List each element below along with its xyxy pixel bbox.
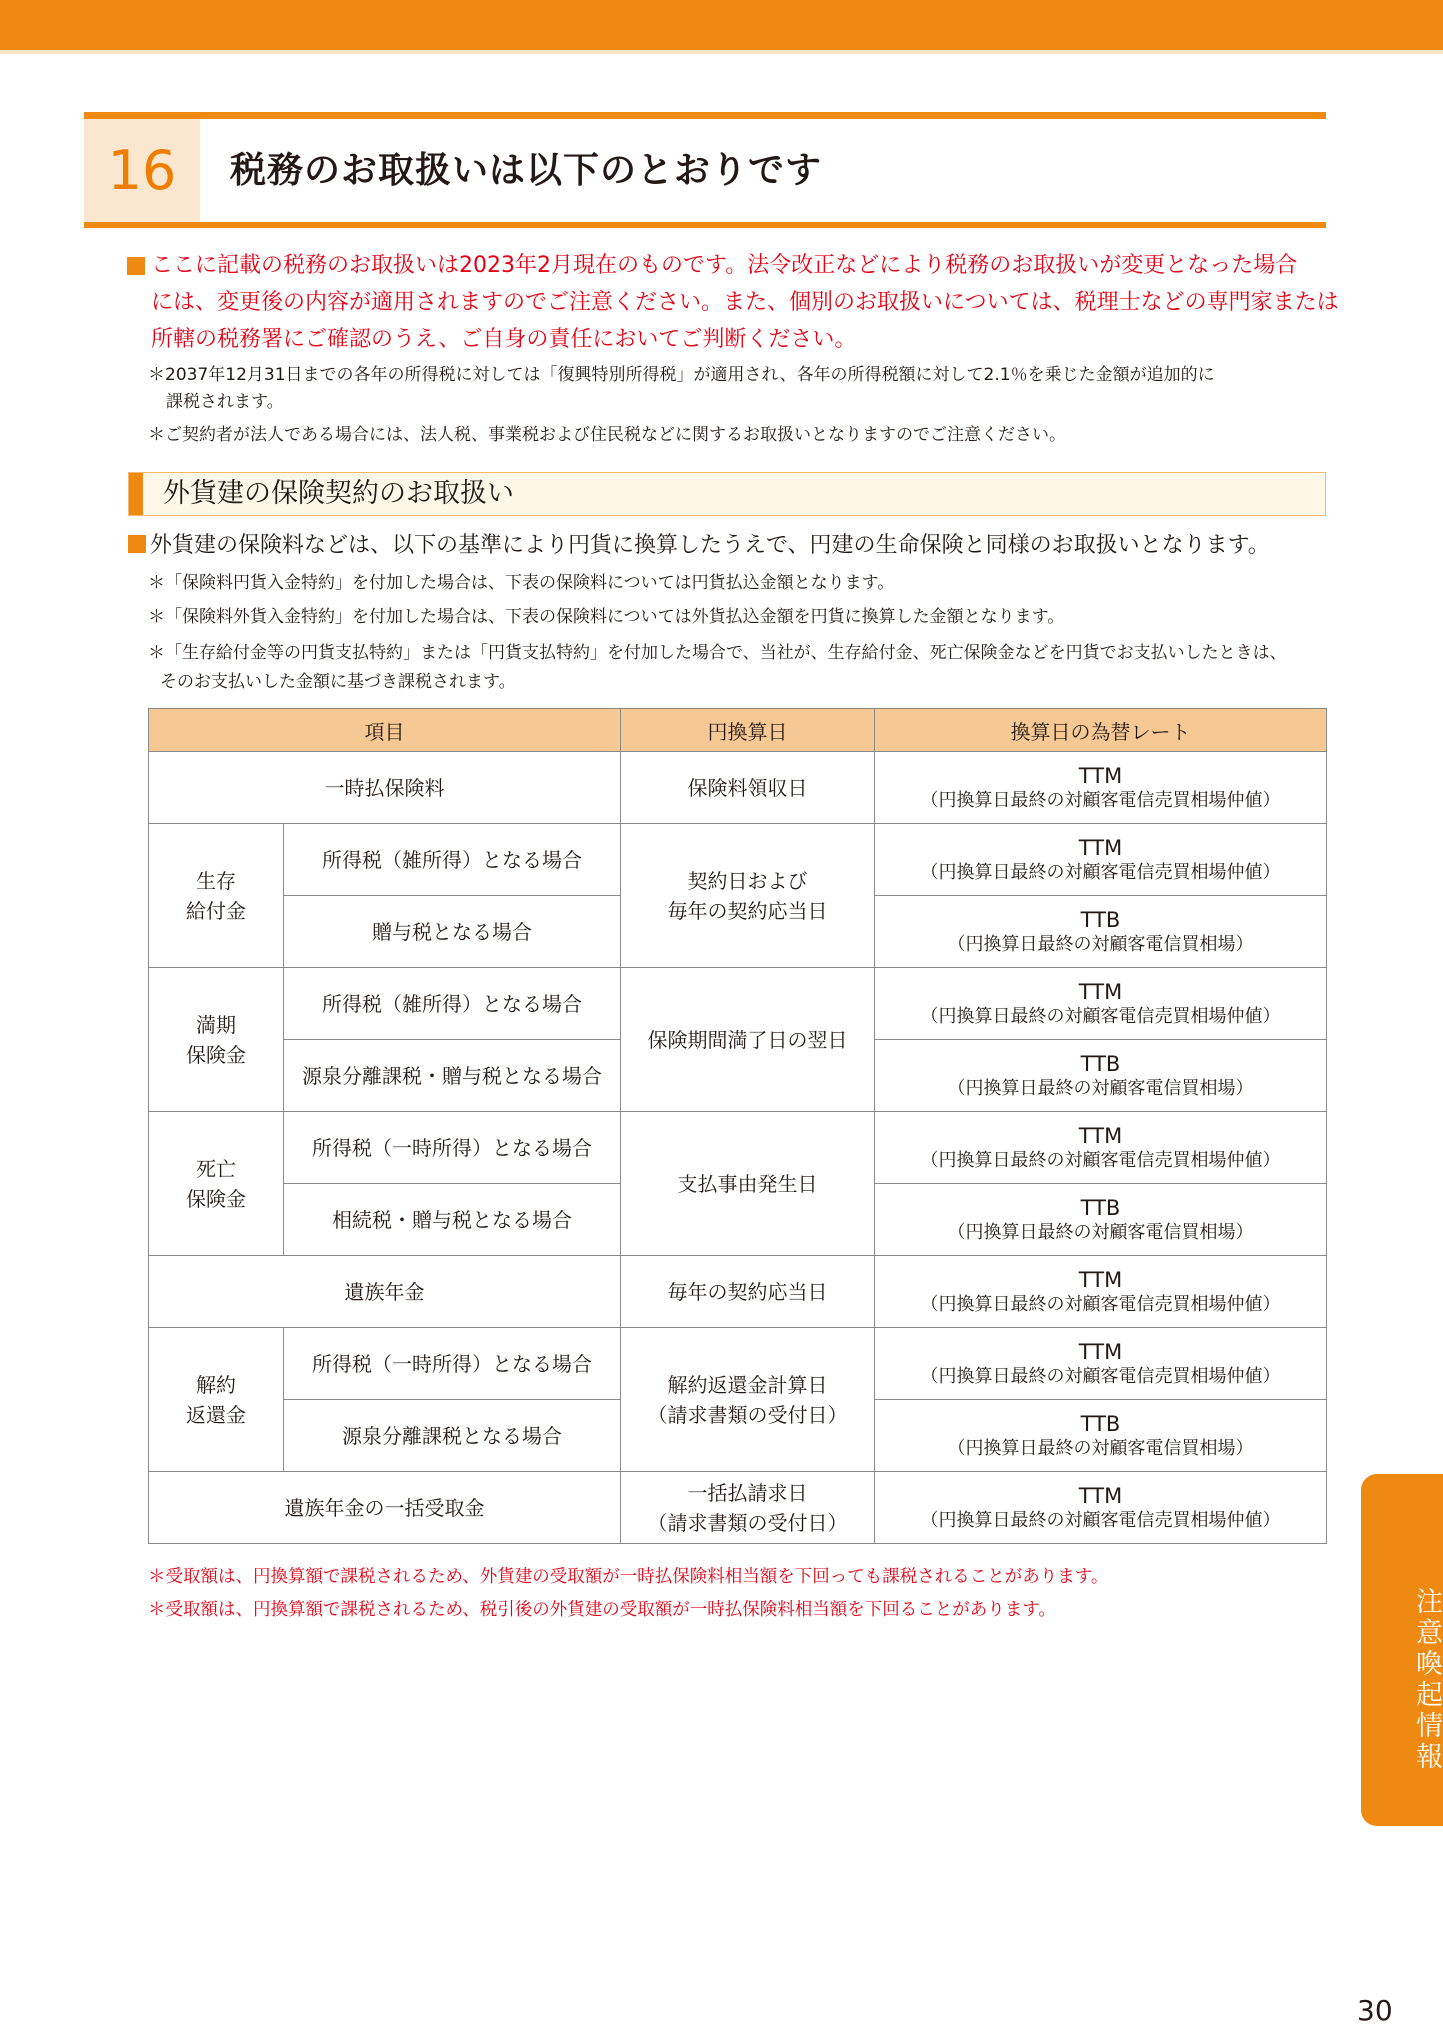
rate-code: TTM	[1078, 835, 1123, 860]
side-tab-label: 注意喚起情報	[1411, 1587, 1442, 1773]
group-label-line: 保険金	[186, 1042, 246, 1067]
page-number: 30	[1357, 1994, 1393, 2027]
square-bullet-icon	[128, 535, 146, 553]
rate-desc: （円換算日最終の対顧客電信売買相場仲値）	[920, 1509, 1281, 1531]
intro-text: 外貨建の保険料などは、以下の基準により円貨に換算したうえで、円建の生命保険と同様のお取扱いとなります。	[150, 533, 1270, 558]
cell-group-label	[149, 968, 284, 1112]
group-label-line: 生存	[196, 868, 236, 893]
rate-code: TTM	[1078, 1483, 1123, 1508]
cell-rate	[875, 824, 1327, 896]
cell-rate	[875, 1256, 1327, 1328]
table-row	[149, 1472, 1327, 1544]
rate-desc: （円換算日最終の対顧客電信売買相場仲値）	[920, 1005, 1281, 1027]
rate-code: TTB	[1080, 1051, 1121, 1076]
section-title: 税務のお取扱いは以下のとおりです	[230, 150, 823, 191]
subsection-bar	[129, 473, 143, 515]
top-banner	[0, 0, 1443, 50]
table-row	[149, 1112, 1327, 1184]
date-line: 一括払請求日	[687, 1480, 808, 1505]
cell-rate	[875, 1184, 1327, 1256]
rate-code: TTM	[1078, 1267, 1123, 1292]
rate-desc: （円換算日最終の対顧客電信買相場）	[947, 1437, 1254, 1459]
date-line: （請求書類の受付日）	[647, 1402, 848, 1427]
rate-desc: （円換算日最終の対顧客電信買相場）	[947, 1077, 1254, 1099]
cell-subitem: 贈与税となる場合	[284, 896, 621, 968]
rate-desc: （円換算日最終の対顧客電信買相場）	[947, 933, 1254, 955]
group-label-line: 返還金	[186, 1402, 246, 1427]
cell-group-label	[149, 824, 284, 968]
section-rule-bottom	[84, 222, 1326, 228]
rate-code: TTM	[1078, 1339, 1123, 1364]
cell-date: 毎年の契約応当日	[621, 1256, 875, 1328]
subsection-header	[128, 472, 1326, 516]
side-tab-caution[interactable]	[1361, 1474, 1443, 1826]
notice-line: 所轄の税務署にご確認のうえ、ご自身の責任においてご判断ください。	[151, 327, 857, 352]
subsection-intro	[128, 529, 1270, 563]
square-bullet-icon	[127, 257, 145, 275]
rate-desc: （円換算日最終の対顧客電信売買相場仲値）	[920, 1149, 1281, 1171]
rate-desc: （円換算日最終の対顧客電信売買相場仲値）	[920, 789, 1281, 811]
rate-code: TTB	[1080, 907, 1121, 932]
top-banner-shadow	[0, 50, 1443, 54]
footnote-corporate: ＊ご契約者が法人である場合には、法人税、事業税および住民税などに関するお取扱いとなりますのでご注意ください。	[148, 425, 1066, 445]
warning-note: ＊受取額は、円換算額で課税されるため、外貨建の受取額が一時払保険料相当額を下回っても課税されることがあります。	[148, 1567, 1109, 1587]
cell-rate	[875, 968, 1327, 1040]
group-label-line: 死亡	[196, 1156, 236, 1181]
note-yen-deposit: ＊「保険料円貨入金特約」を付加した場合は、下表の保険料については円貨払込金額となります。	[148, 573, 895, 593]
table-row	[149, 968, 1327, 1040]
note-yen-payment: ＊「生存給付金等の円貨支払特約」または「円貨支払特約」を付加した場合で、当社が、生存給付金、死亡保険金などを円貨でお支払いしたときは、	[148, 643, 1287, 663]
header-date: 円換算日	[621, 709, 875, 752]
cell-subitem: 所得税（雑所得）となる場合	[284, 824, 621, 896]
footnote-reconstruction-tax: ＊2037年12月31日までの各年の所得税に対しては「復興特別所得税」が適用され、各年の所得税額に対して2.1％を乗じた金額が追加的に	[148, 365, 1215, 385]
cell-subitem: 所得税（雑所得）となる場合	[284, 968, 621, 1040]
tax-conversion-table	[148, 708, 1327, 1544]
cell-rate	[875, 1112, 1327, 1184]
cell-item: 一時払保険料	[149, 752, 621, 824]
cell-date	[621, 1328, 875, 1472]
section-rule-top	[84, 112, 1326, 119]
subsection-title: 外貨建の保険契約のお取扱い	[163, 478, 514, 509]
note-foreign-deposit: ＊「保険料外貨入金特約」を付加した場合は、下表の保険料については外貨払込金額を円貨に換算した金額となります。	[148, 607, 1065, 627]
table-header-row	[149, 709, 1327, 752]
header-item: 項目	[149, 709, 621, 752]
cell-date: 支払事由発生日	[621, 1112, 875, 1256]
warning-note: ＊受取額は、円換算額で課税されるため、税引後の外貨建の受取額が一時払保険料相当額を下回ることがあります。	[148, 1600, 1056, 1620]
table-row	[149, 824, 1327, 896]
table-row	[149, 1328, 1327, 1400]
cell-item: 遺族年金	[149, 1256, 621, 1328]
cell-date	[621, 824, 875, 968]
cell-subitem: 所得税（一時所得）となる場合	[284, 1328, 621, 1400]
cell-date: 保険期間満了日の翌日	[621, 968, 875, 1112]
rate-code: TTM	[1078, 763, 1123, 788]
header-rate: 換算日の為替レート	[875, 709, 1327, 752]
rate-code: TTB	[1080, 1195, 1121, 1220]
rate-desc: （円換算日最終の対顧客電信売買相場仲値）	[920, 861, 1281, 883]
cell-rate	[875, 1472, 1327, 1544]
group-label-line: 解約	[196, 1372, 236, 1397]
date-line: 解約返還金計算日	[667, 1372, 828, 1397]
rate-desc: （円換算日最終の対顧客電信買相場）	[947, 1221, 1254, 1243]
cell-rate	[875, 752, 1327, 824]
date-line: 契約日および	[687, 868, 808, 893]
section-number: 16	[84, 119, 200, 222]
table-row	[149, 1256, 1327, 1328]
footnote-reconstruction-tax-cont: 課税されます。	[166, 392, 284, 412]
date-line: 毎年の契約応当日	[667, 898, 828, 923]
group-label-line: 満期	[196, 1012, 236, 1037]
cell-subitem: 相続税・贈与税となる場合	[284, 1184, 621, 1256]
date-line: （請求書類の受付日）	[647, 1510, 848, 1535]
cell-group-label	[149, 1328, 284, 1472]
cell-rate	[875, 1400, 1327, 1472]
rate-code: TTB	[1080, 1411, 1121, 1436]
cell-rate	[875, 896, 1327, 968]
cell-group-label	[149, 1112, 284, 1256]
rate-desc: （円換算日最終の対顧客電信売買相場仲値）	[920, 1365, 1281, 1387]
cell-rate	[875, 1040, 1327, 1112]
cell-subitem: 源泉分離課税・贈与税となる場合	[284, 1040, 621, 1112]
cell-date: 保険料領収日	[621, 752, 875, 824]
cell-item: 遺族年金の一括受取金	[149, 1472, 621, 1544]
section-header	[84, 112, 1326, 232]
rate-code: TTM	[1078, 1123, 1123, 1148]
table-row	[149, 752, 1327, 824]
group-label-line: 給付金	[186, 898, 246, 923]
cell-rate	[875, 1328, 1327, 1400]
cell-date	[621, 1472, 875, 1544]
rate-code: TTM	[1078, 979, 1123, 1004]
note-yen-payment-cont: そのお支払いした金額に基づき課税されます。	[160, 672, 516, 692]
notice-line: ここに記載の税務のお取扱いは2023年2月現在のものです。法令改正などにより税務のお取扱いが変更となった場合	[151, 253, 1298, 278]
group-label-line: 保険金	[186, 1186, 246, 1211]
notice-line: には、変更後の内容が適用されますのでご注意ください。また、個別のお取扱いについては、税理士などの専門家または	[151, 290, 1339, 315]
cell-subitem: 源泉分離課税となる場合	[284, 1400, 621, 1472]
cell-subitem: 所得税（一時所得）となる場合	[284, 1112, 621, 1184]
rate-desc: （円換算日最終の対顧客電信売買相場仲値）	[920, 1293, 1281, 1315]
